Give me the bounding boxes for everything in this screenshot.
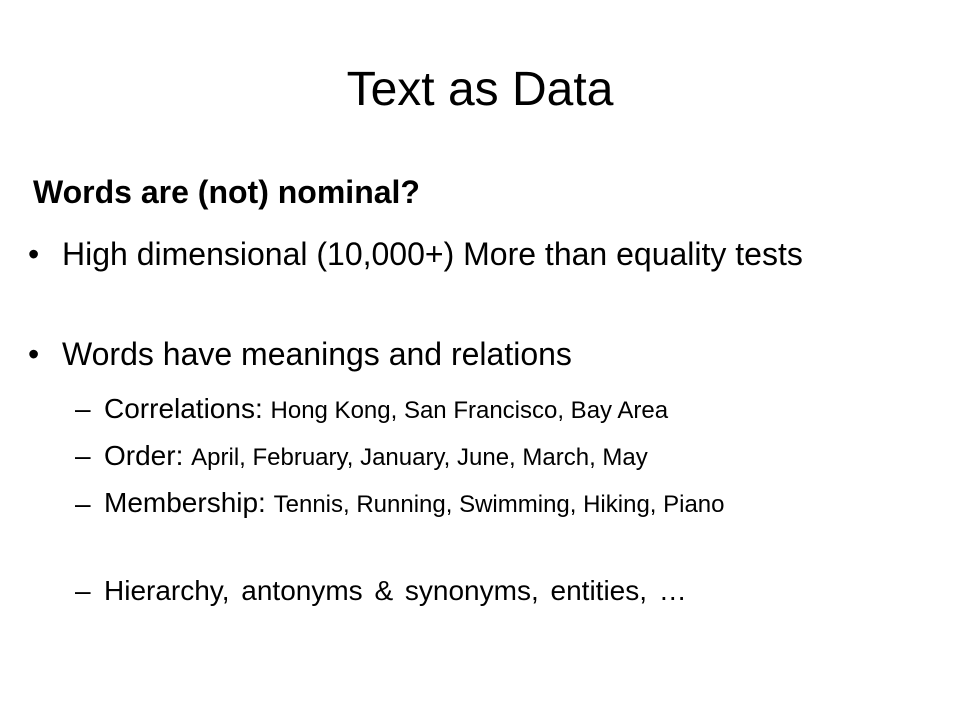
sub-item-detail: Tennis, Running, Swimming, Hiking, Piano	[273, 491, 725, 518]
slide-heading: Words are (not) nominal?	[33, 174, 420, 210]
sub-item-label: Hierarchy, antonyms & synonyms, entities, …	[104, 575, 687, 606]
sub-item-label: Membership:	[104, 487, 266, 518]
dash-marker: –	[75, 440, 91, 471]
sub-item-detail: Hong Kong, San Francisco, Bay Area	[270, 397, 669, 424]
dash-marker: –	[75, 488, 91, 519]
dash-marker: –	[75, 393, 91, 424]
sub-item-label: Order:	[104, 440, 184, 471]
sub-item-detail: April, February, January, June, March, May	[191, 444, 648, 471]
bullet-marker: •	[28, 336, 40, 372]
bullet-marker: •	[28, 236, 40, 272]
dash-marker: –	[75, 575, 91, 606]
sub-item-label: Correlations:	[104, 393, 263, 424]
slide-title: Text as Data	[346, 63, 614, 116]
bullet-text: High dimensional (10,000+) More than equality tests	[62, 236, 803, 272]
bullet-text: Words have meanings and relations	[62, 336, 572, 372]
